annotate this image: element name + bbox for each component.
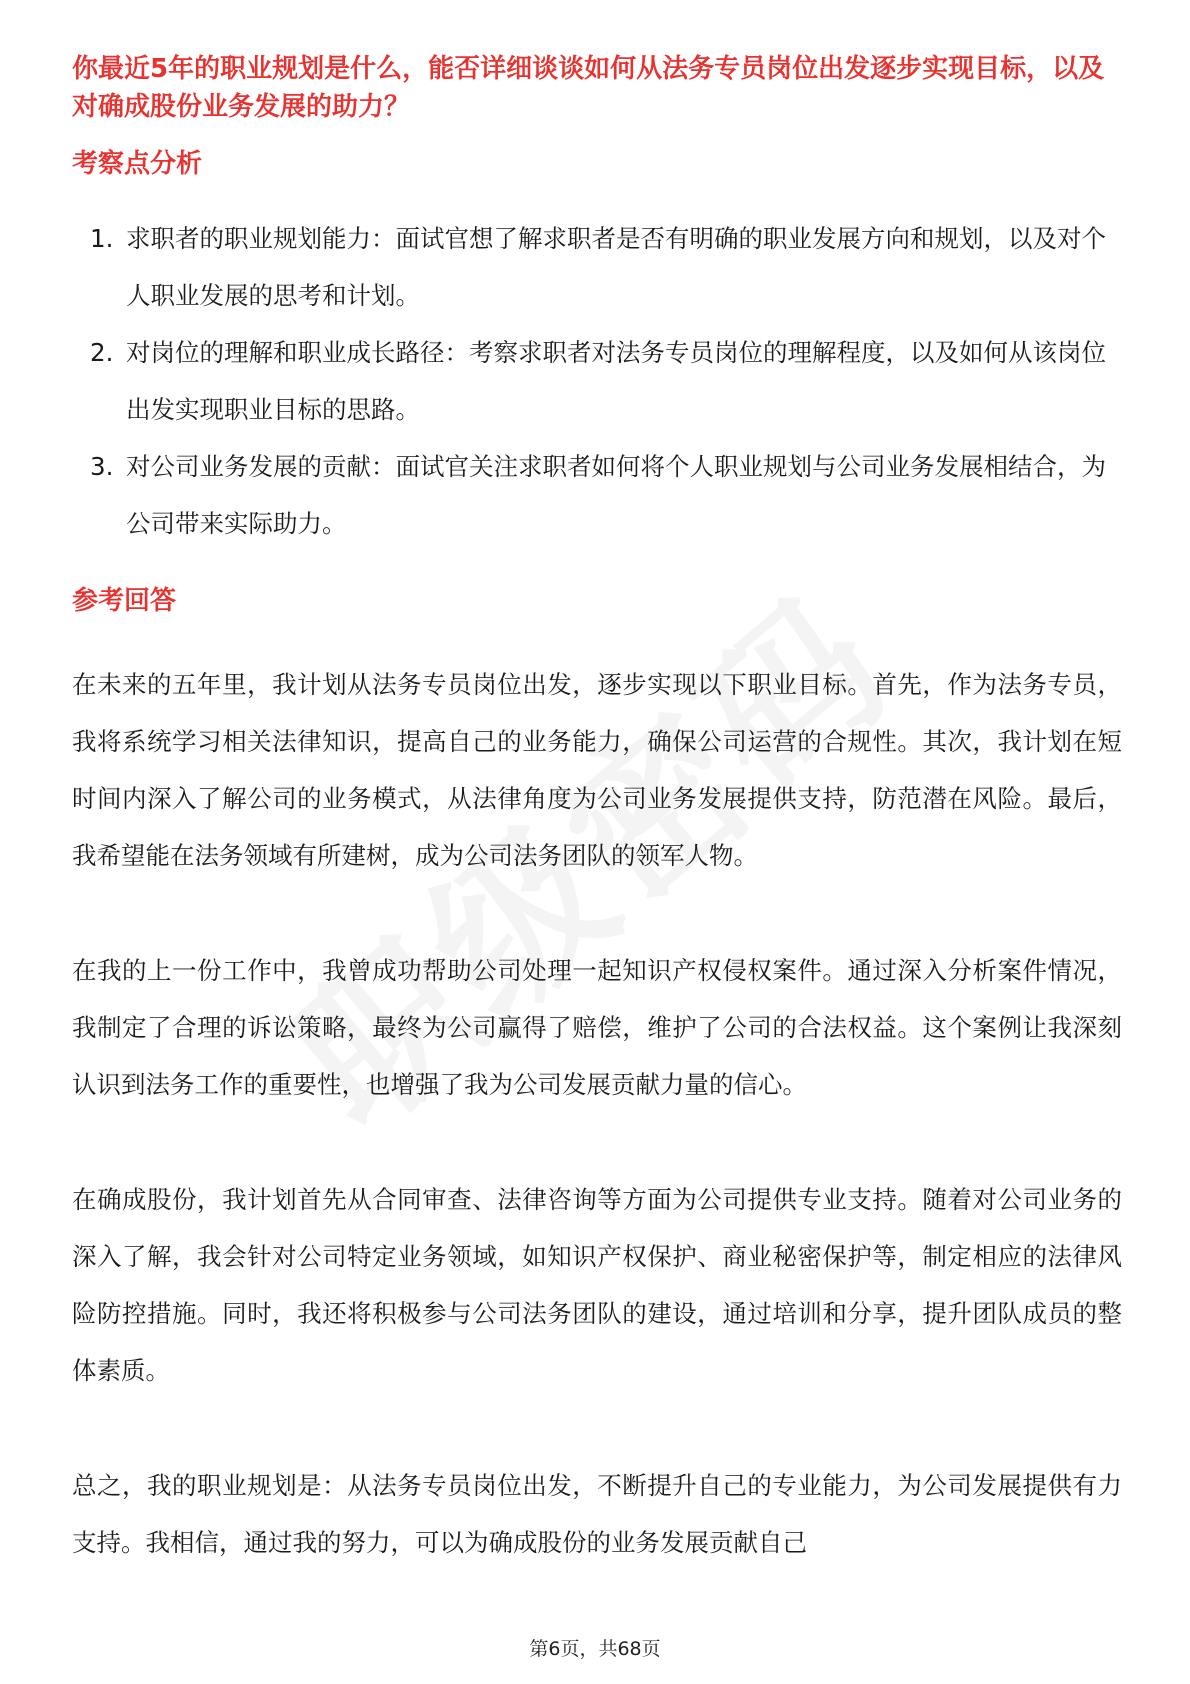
analysis-item-text: 对公司业务发展的贡献：面试官关注求职者如何将个人职业规划与公司业务发展相结合，为公司带来实际助力。: [126, 452, 1106, 538]
analysis-item: [72, 324, 1122, 438]
analysis-item: [72, 438, 1122, 552]
answer-paragraph: 在我的上一份工作中，我曾成功帮助公司处理一起知识产权侵权案件。通过深入分析案件情况，我制定了合理的诉讼策略，最终为公司赢得了赔偿，维护了公司的合法权益。这个案例让我深刻认识到法务工作的重要性，也增强了我为公司发展贡献力量的信心。: [72, 956, 1122, 1099]
analysis-item-text: 求职者的职业规划能力：面试官想了解求职者是否有明确的职业发展方向和规划，以及对个人职业发展的思考和计划。: [126, 224, 1106, 310]
analysis-heading: 考察点分析: [72, 149, 203, 179]
page-footer: 第6页，共68页: [529, 1638, 661, 1660]
analysis-item-number: 2.: [90, 338, 114, 367]
answer-body: [72, 656, 1122, 1629]
analysis-item-number: 3.: [90, 452, 114, 481]
answer-paragraph: 在未来的五年里，我计划从法务专员岗位出发，逐步实现以下职业目标。首先，作为法务专员，我将系统学习相关法律知识，提高自己的业务能力，确保公司运营的合规性。其次，我计划在短时间内深入了解公司的业务模式，从法律角度为公司业务发展提供支持，防范潜在风险。最后，我希望能在法务领域有所建树，成为公司法务团队的领军人物。: [72, 670, 1122, 870]
question-title: 你最近5年的职业规划是什么，能否详细谈谈如何从法务专员岗位出发逐步实现目标，以及对确成股份业务发展的助力？: [72, 54, 1105, 122]
answer-paragraph: 在确成股份，我计划首先从合同审查、法律咨询等方面为公司提供专业支持。随着对公司业务的深入了解，我会针对公司特定业务领域，如知识产权保护、商业秘密保护等，制定相应的法律风险防控措施。同时，我还将积极参与公司法务团队的建设，通过培训和分享，提升团队成员的整体素质。: [72, 1185, 1122, 1385]
analysis-item: [72, 210, 1122, 324]
analysis-item-text: 对岗位的理解和职业成长路径：考察求职者对法务专员岗位的理解程度，以及如何从该岗位出发实现职业目标的思路。: [126, 338, 1106, 424]
analysis-list: [72, 210, 1122, 552]
analysis-item-number: 1.: [90, 224, 114, 253]
answer-heading: 参考回答: [72, 586, 177, 616]
answer-paragraph: 总之，我的职业规划是：从法务专员岗位出发，不断提升自己的专业能力，为公司发展提供有力支持。我相信，通过我的努力，可以为确成股份的业务发展贡献自己: [72, 1471, 1122, 1557]
